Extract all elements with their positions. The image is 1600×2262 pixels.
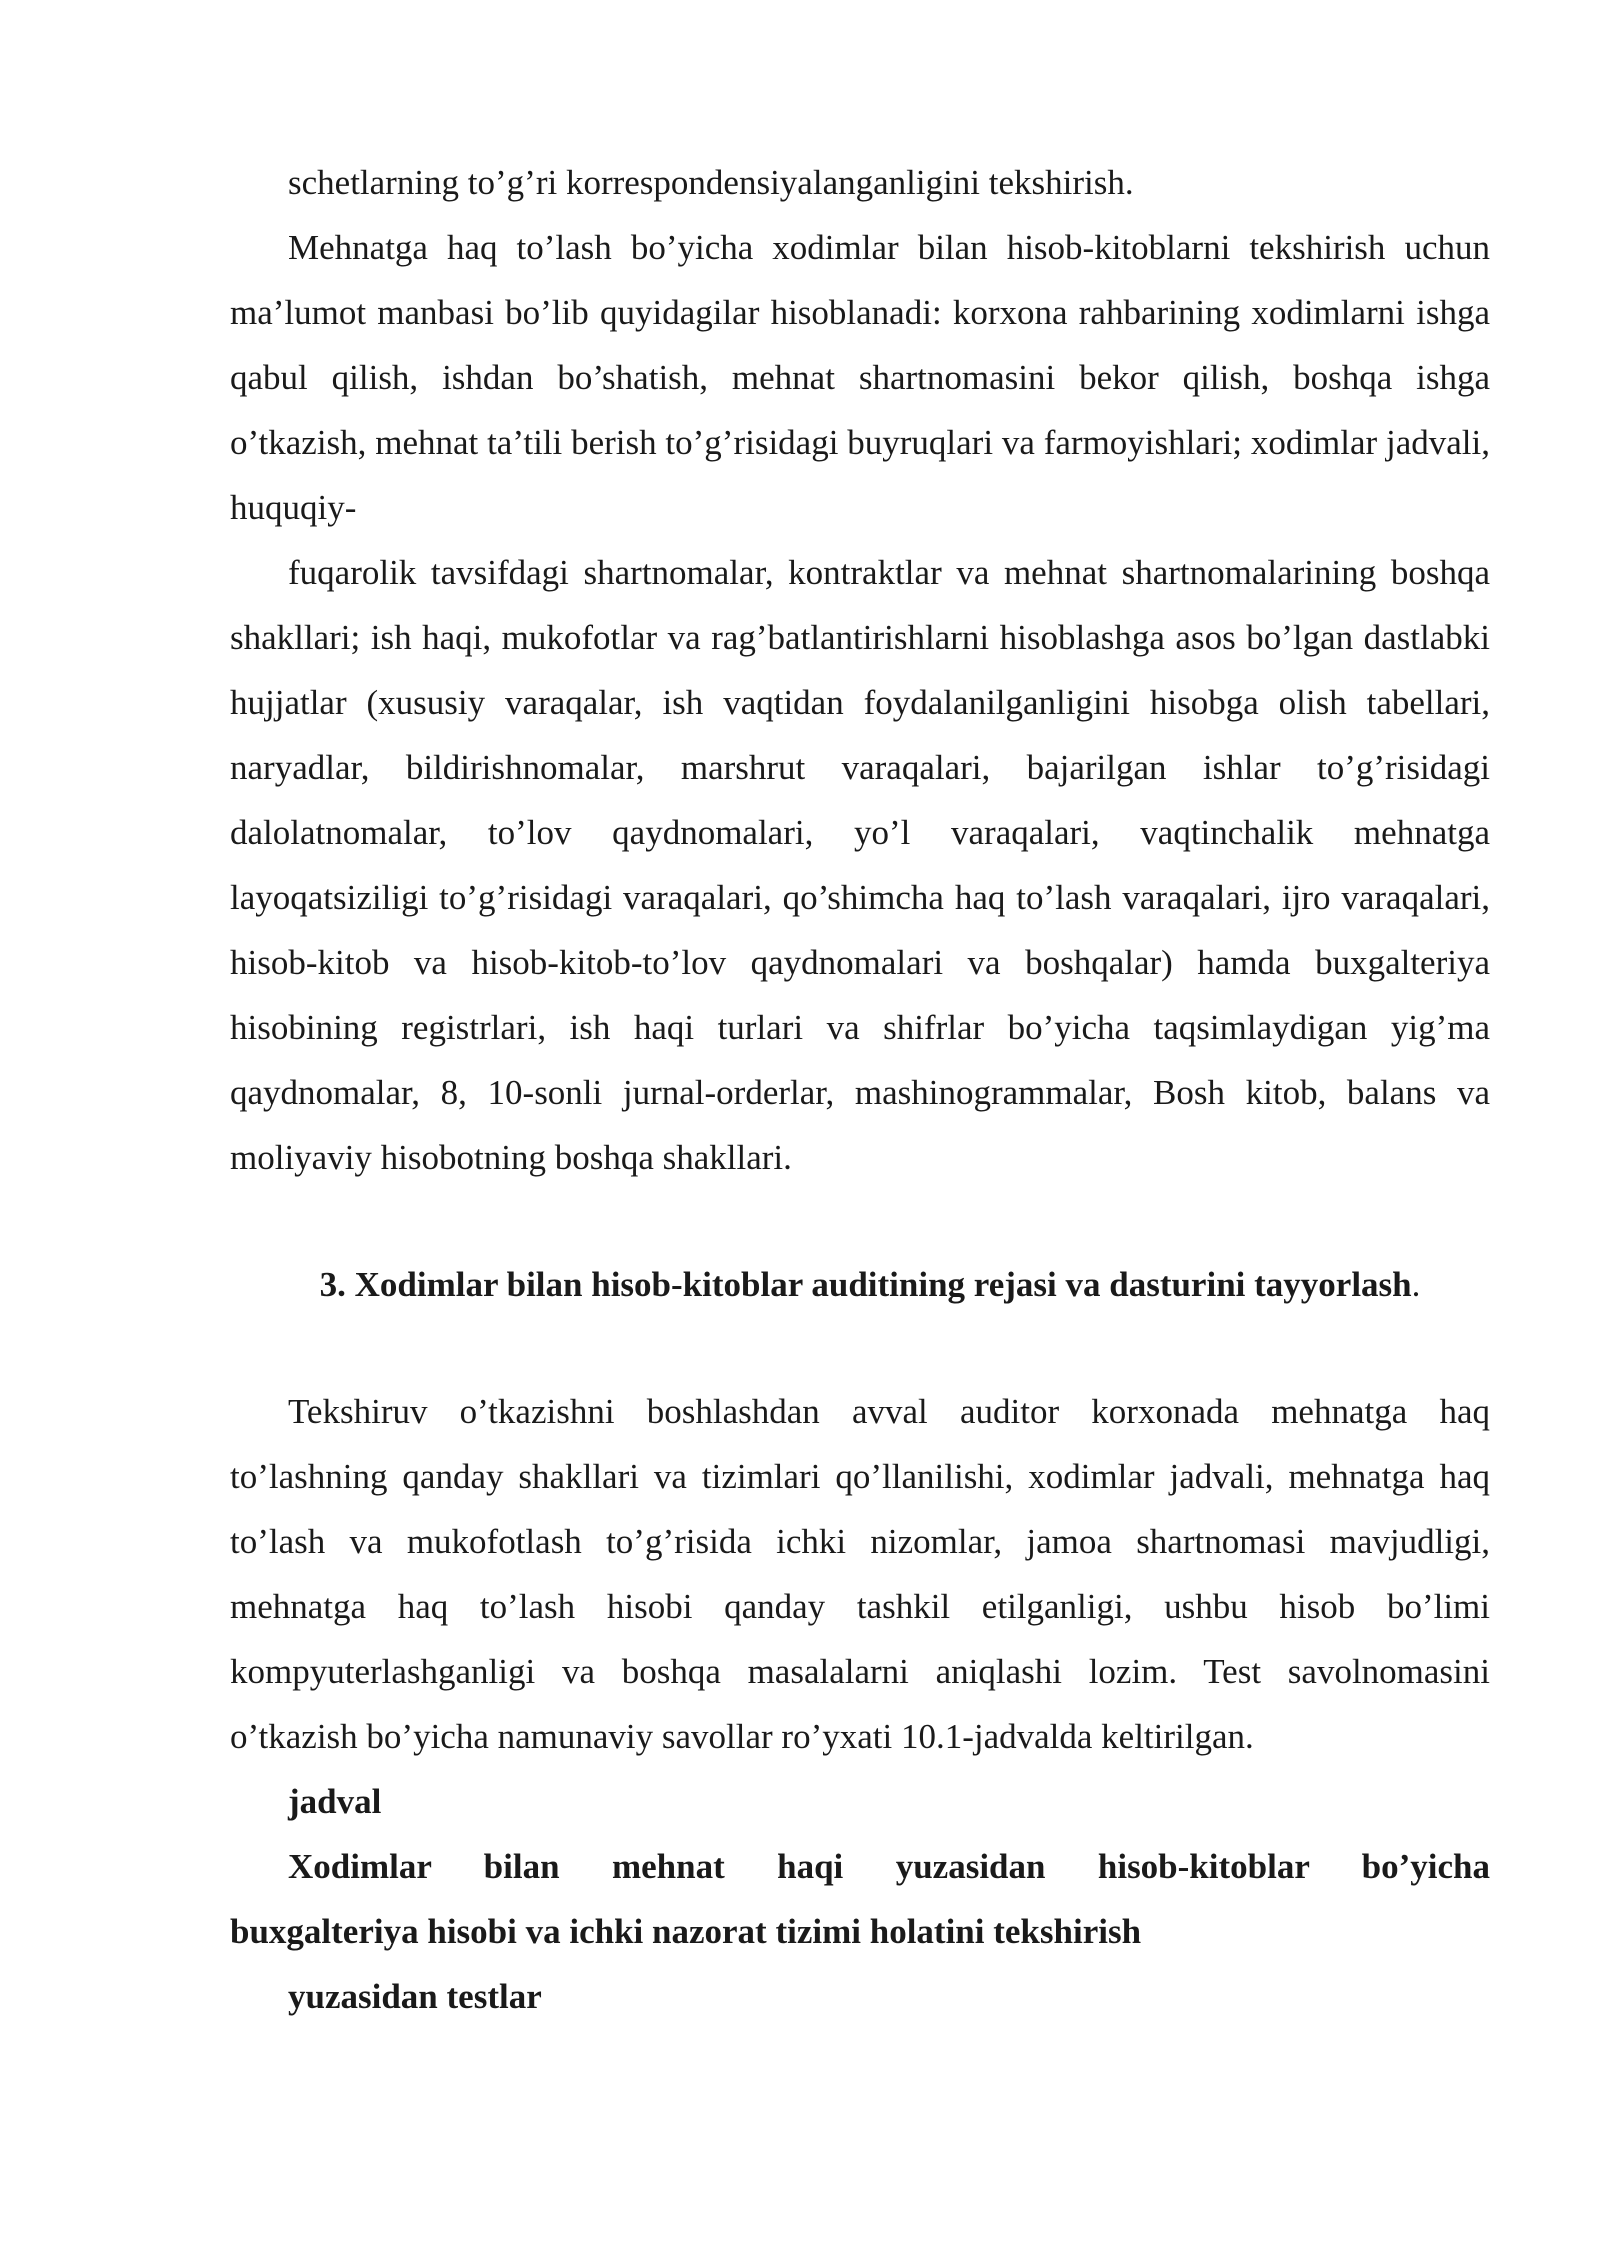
- paragraph-audit-preparation: Tekshiruv o’tkazishni boshlashdan avval auditor korxonada mehnatga haq to’lashning qanday shakllari va tizimlari qo’llanilishi, xodimlar jadvali, mehnatga haq to’lash va mukofotlash to’g’risida ichki nizomlar, jamoa shartnomasi mavjudligi, mehnatga haq to’lash hisobi qanday tashkil etilganligi, ushbu hisob bo’limi kompyuterlashganligi va boshqa masalalarni aniqlashi lozim. Test savolnomasini o’tkazish bo’yicha namunaviy savollar ro’yxati 10.1-jadvalda keltirilgan.: [230, 1392, 1490, 1756]
- paragraph-intro-end: schetlarning to’g’ri korrespondensiyalanganligini tekshirish.: [288, 163, 1134, 202]
- table-title-line-2: buxgalteriya hisobi va ichki nazorat tizimi holatini tekshirish: [230, 1912, 1142, 1951]
- paragraph-documents: fuqarolik tavsifdagi shartnomalar, kontraktlar va mehnat shartnomalarining boshqa shakllari; ish haqi, mukofotlar va rag’batlantirishlarni hisoblashga asos bo’lgan dastlabki hujjatlar (xususiy varaqalar, ish vaqtidan foydalanilganligini hisobga olish tabellari, naryadlar, bildirishnomalar, marshrut varaqalari, bajarilgan ishlar to’g’risidagi dalolatnomalar, to’lov qaydnomalari, yo’l varaqalari, vaqtinchalik mehnatga layoqatsiziligi to’g’risidagi varaqalari, qo’shimcha haq to’lash varaqalari, ijro varaqalari, hisob-kitob va hisob-kitob-to’lov qaydnomalari va boshqalar) hamda buxgalteriya hisobining registrlari, ish haqi turlari va shifrlar bo’yicha taqsimlaydigan yig’ma qaydnomalar, 8, 10-sonli jurnal-orderlar, mashinogrammalar, Bosh kitob, balans va moliyaviy hisobotning boshqa shakllari.: [230, 553, 1490, 1177]
- table-title-line-3: yuzasidan testlar: [288, 1977, 542, 2016]
- section-heading-dot: .: [1411, 1265, 1421, 1304]
- document-page: [230, 150, 1490, 2029]
- table-label: jadval: [288, 1782, 382, 1821]
- section-heading: [230, 1252, 1490, 1317]
- table-title-line-1: Xodimlar bilan mehnat haqi yuzasidan hisob-kitoblar bo’yicha: [288, 1847, 1490, 1886]
- section-heading-text: 3. Xodimlar bilan hisob-kitoblar auditining rejasi va dasturini tayyorlash: [319, 1265, 1412, 1304]
- paragraph-sources: Mehnatga haq to’lash bo’yicha xodimlar bilan hisob-kitoblarni tekshirish uchun ma’lumot manbasi bo’lib quyidagilar hisoblanadi: korxona rahbarining xodimlarni ishga qabul qilish, ishdan bo’shatish, mehnat shartnomasini bekor qilish, boshqa ishga o’tkazish, mehnat ta’tili berish to’g’risidagi buyruqlari va farmoyishlari; xodimlar jadvali, huquqiy-: [230, 228, 1490, 527]
